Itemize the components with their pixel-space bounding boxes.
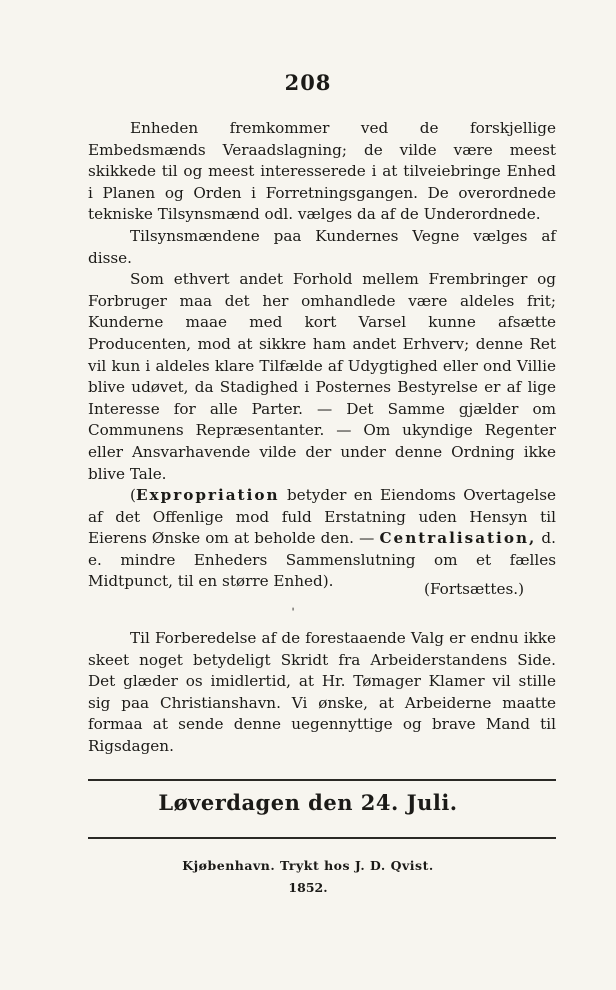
expropriation-text: betyder en Eiendoms Overtagelse af det Offenlige mod fuld Erstatning uden Hensyn til Eierens Ønske om at beholde den. —: [88, 486, 556, 548]
paragraph-tilsynsmaend: Tilsynsmændene paa Kundernes Vegne vælges af disse.: [88, 226, 556, 267]
centralisation-text: d. e. mindre Enheders Sammenslutning om et fælles Midtpunct, til en større Enhed).: [88, 529, 556, 591]
paragraph-enheden: Enheden fremkommer ved de forskjellige Embedsmænds Veraadslagning; de vilde være meest skikkede til og meest interesserede i at tilveiebringe Enhed i Planen og Orden i Forretningsgangen. De overordnede tekniske Tilsynsmænd odl. vælges da af de Underordnede.: [88, 119, 556, 224]
section-mark: ˈ: [291, 606, 295, 620]
election-notice: [88, 628, 556, 758]
term-expropriation: Expropriation: [135, 486, 280, 505]
rule-top: [88, 779, 556, 781]
paragraph-expropriation: [88, 485, 556, 593]
paragraph-forhold: Som ethvert andet Forhold mellem Frembringer og Forbruger maa det her omhandlede være aldeles frit; Kunderne maae med kort Varsel kunne afsætte Producenten, mod at sikkre ham andet Erhverv; denne Ret vil kun i aldeles klare Tilfælde af Udygtighed eller ond Villie blive udøvet, da Stadighed i Posternes Bestyrelse er af lige Interesse for alle Parter. — Det Samme gjælder om Communens Repræsentanter. — Om ukyndige Regenter eller Ansvarhavende vilde der under denne Ordning ikke blive Tale.: [88, 270, 556, 483]
rule-bottom: [88, 837, 556, 839]
term-centralisation: Centralisation,: [379, 529, 537, 548]
imprint-year: 1852.: [288, 880, 328, 895]
date-heading: Løverdagen den 24. Juli.: [158, 790, 458, 815]
continued-note: (Fortsættes.): [424, 580, 524, 598]
open-paren: (: [130, 486, 136, 505]
article-body: [88, 118, 556, 593]
notice-paragraph: Til Forberedelse af de forestaaende Valg er endnu ikke skeet noget betydeligt Skridt fra Arbeiderstandens Side. Det glæder os imidlertid, at Hr. Tømager Klamer vil stille sig paa Christianshavn. Vi ønske, at Arbeiderne maatte formaa at sende denne uegennyttige og brave Mand til Rigsdagen.: [88, 629, 556, 755]
page-number: 208: [284, 70, 332, 95]
printer-imprint: Kjøbenhavn. Trykt hos J. D. Qvist.: [182, 858, 434, 873]
